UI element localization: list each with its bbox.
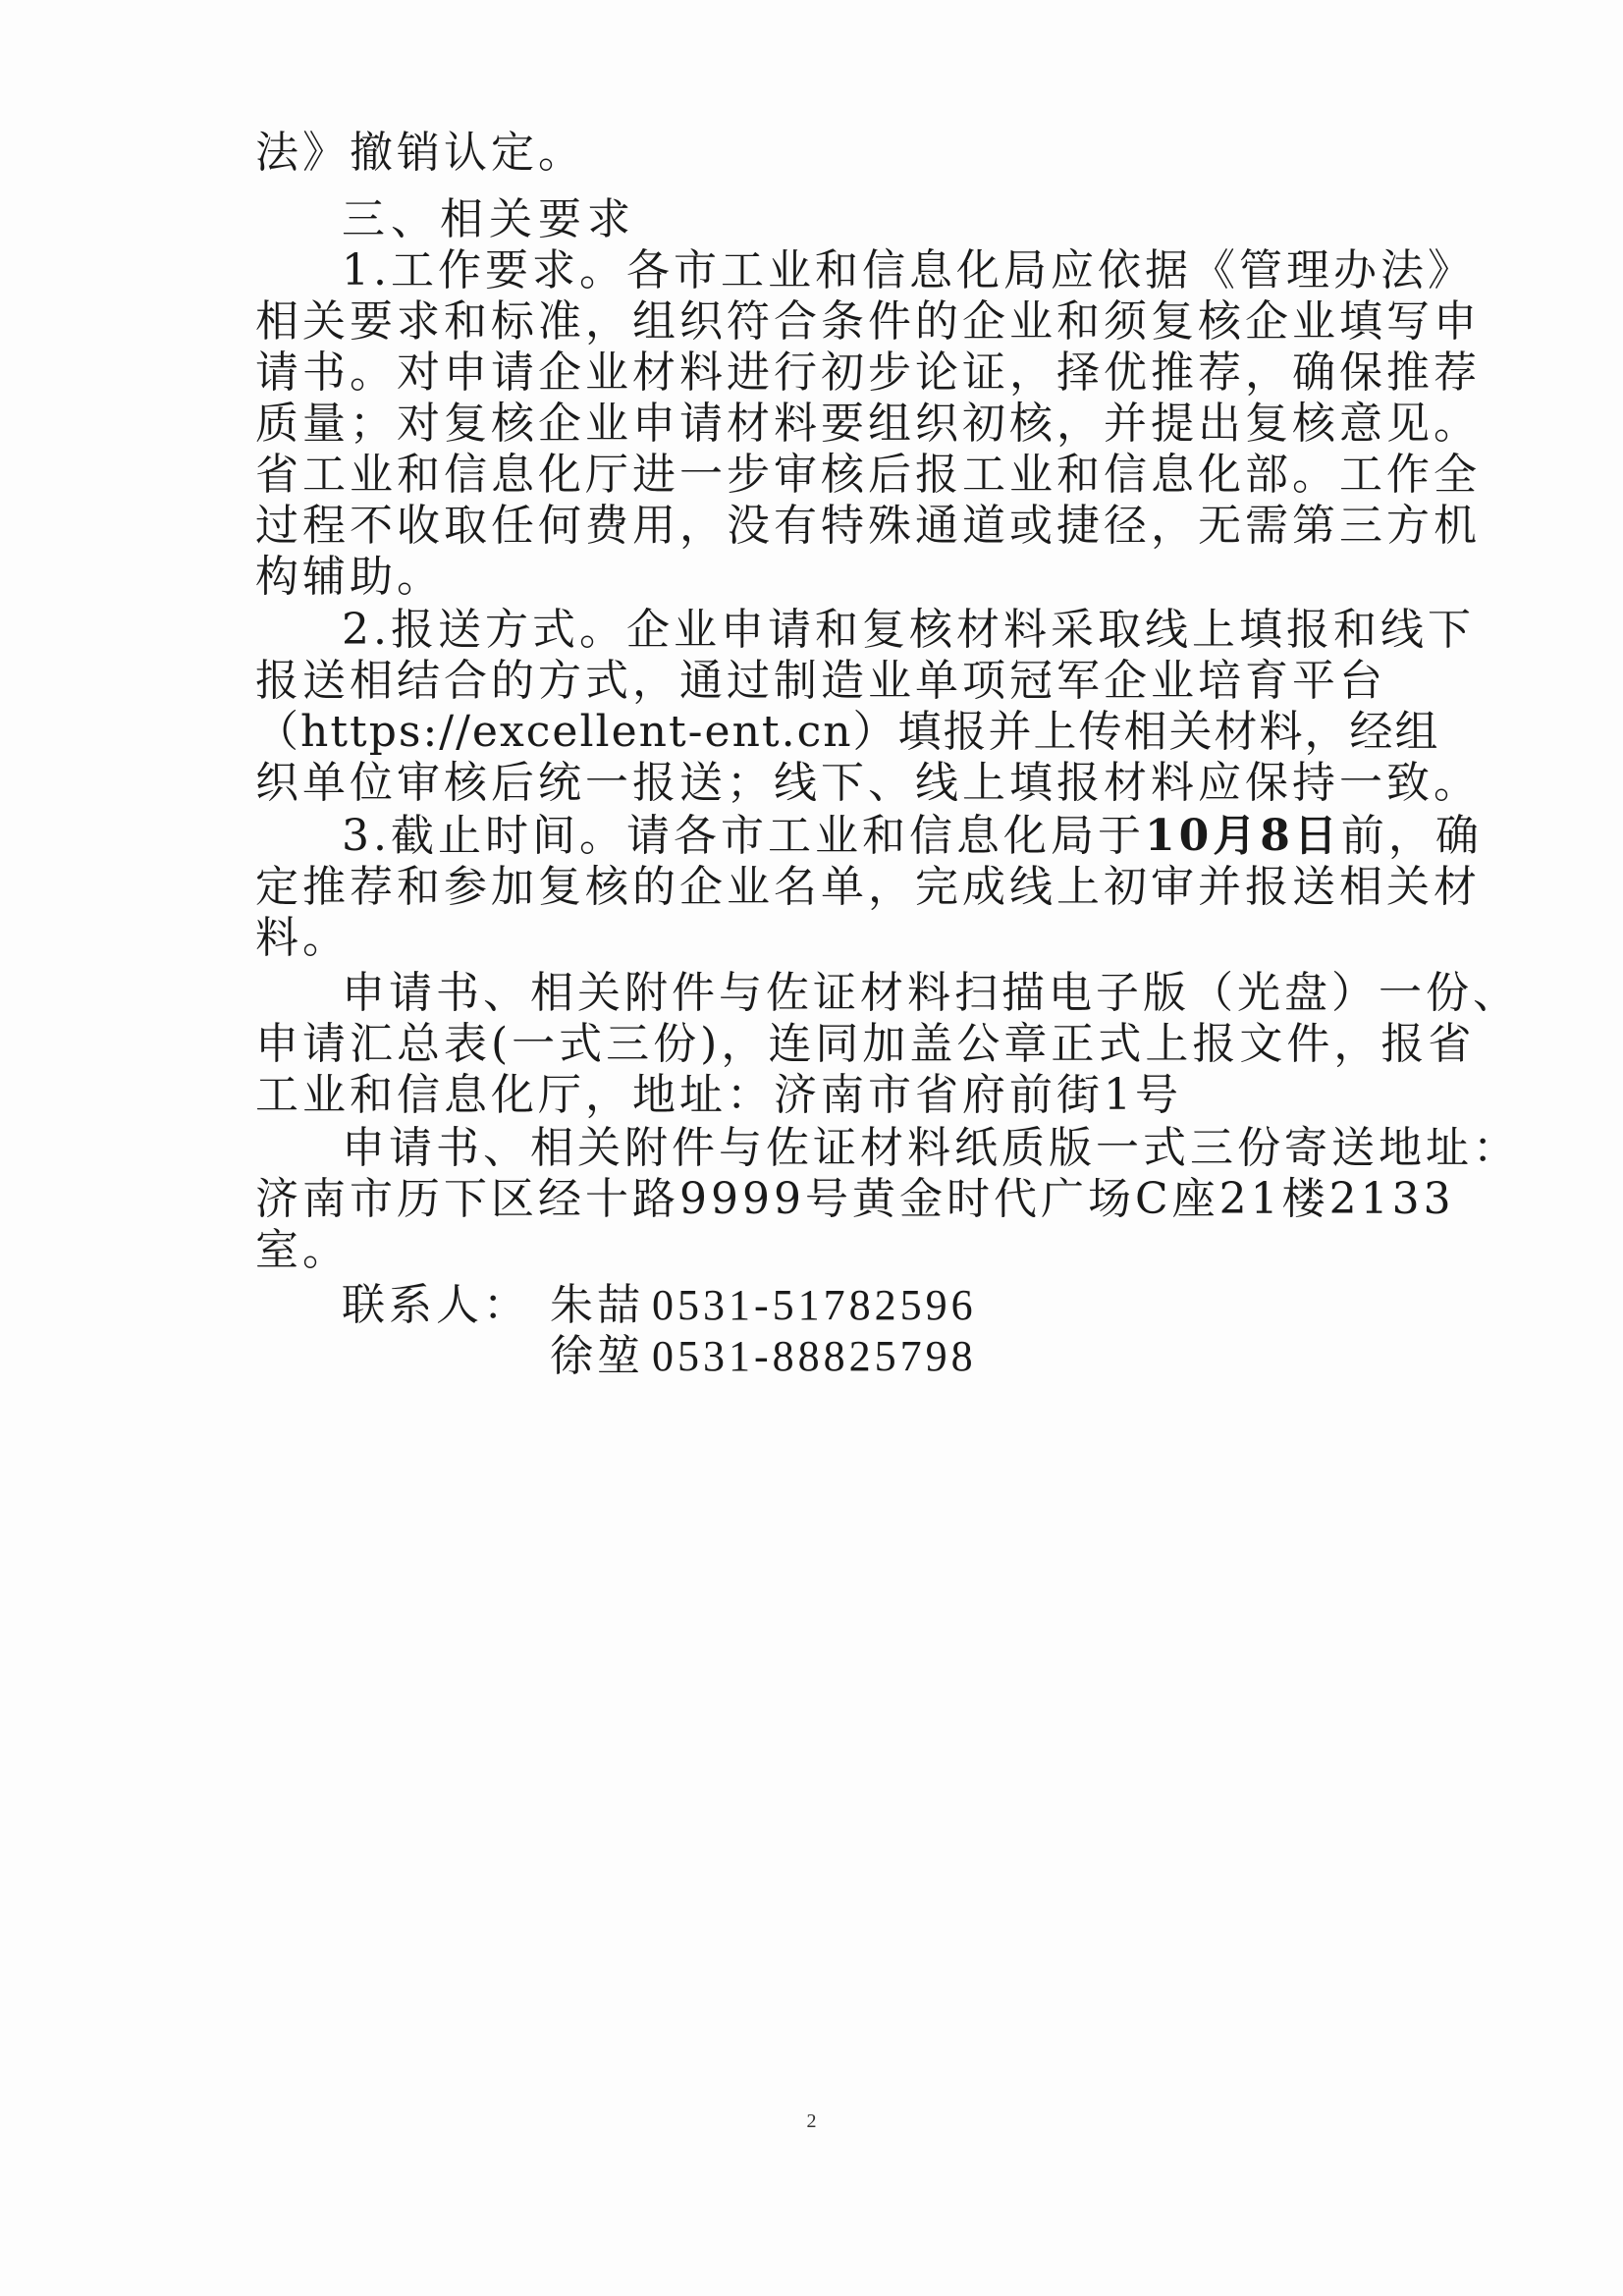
contact-name: 朱喆 [550,1280,644,1330]
deadline-line [342,811,1483,862]
text-line: 构辅助。 [255,552,444,602]
text-line: 质量；对复核企业申请材料要组织初核，并提出复核意见。 [255,399,1481,449]
contact-name: 徐堃 [550,1331,644,1381]
text-line: 料。 [255,913,350,963]
contact-phone: 0531-51782596 [652,1281,977,1329]
text-line: 报送相结合的方式，通过制造业单项冠军企业培育平台 [255,656,1386,706]
contact-phone: 0531-88825798 [652,1332,977,1380]
text-line: 省工业和信息化厅进一步审核后报工业和信息化部。工作全 [255,450,1481,500]
deadline-tail: 前，确 [1340,811,1483,861]
text-line: 室。 [255,1225,350,1275]
text-line: 织单位审核后统一报送；线下、线上填报材料应保持一致。 [255,758,1481,808]
text-line: 过程不收取任何费用，没有特殊通道或捷径，无需第三方机 [255,501,1481,551]
text-line: 工业和信息化厅，地址：济南市省府前街1号 [255,1070,1182,1120]
text-line: 2.报送方式。企业申请和复核材料采取线上填报和线下 [342,605,1475,655]
deadline-text: 3.截止时间。请各市工业和信息化局于 [342,811,1145,861]
text-line: 申请书、相关附件与佐证材料纸质版一式三份寄送地址： [342,1123,1520,1173]
section-heading: 三、相关要求 [342,194,636,244]
text-line: 1.工作要求。各市工业和信息化局应依据《管理办法》 [342,245,1475,295]
text-line: 申请汇总表(一式三份)，连同加盖公章正式上报文件，报省 [255,1019,1476,1069]
text-line: 定推荐和参加复核的企业名单，完成线上初审并报送相关材 [255,862,1481,912]
text-line: （https://excellent-ent.cn）填报并上传相关材料，经组 [255,707,1440,757]
deadline-date: 10月8日 [1144,811,1341,861]
page-number: 2 [806,2110,817,2132]
contact-label: 联系人： [342,1280,530,1330]
text-line: 法》撤销认定。 [255,128,585,178]
text-line: 申请书、相关附件与佐证材料扫描电子版（光盘）一份、 [342,968,1520,1018]
text-line: 济南市历下区经十路9999号黄金时代广场C座21楼2133 [255,1174,1455,1224]
text-line: 请书。对申请企业材料进行初步论证，择优推荐，确保推荐 [255,347,1481,398]
text-line: 相关要求和标准，组织符合条件的企业和须复核企业填写申 [255,296,1481,347]
